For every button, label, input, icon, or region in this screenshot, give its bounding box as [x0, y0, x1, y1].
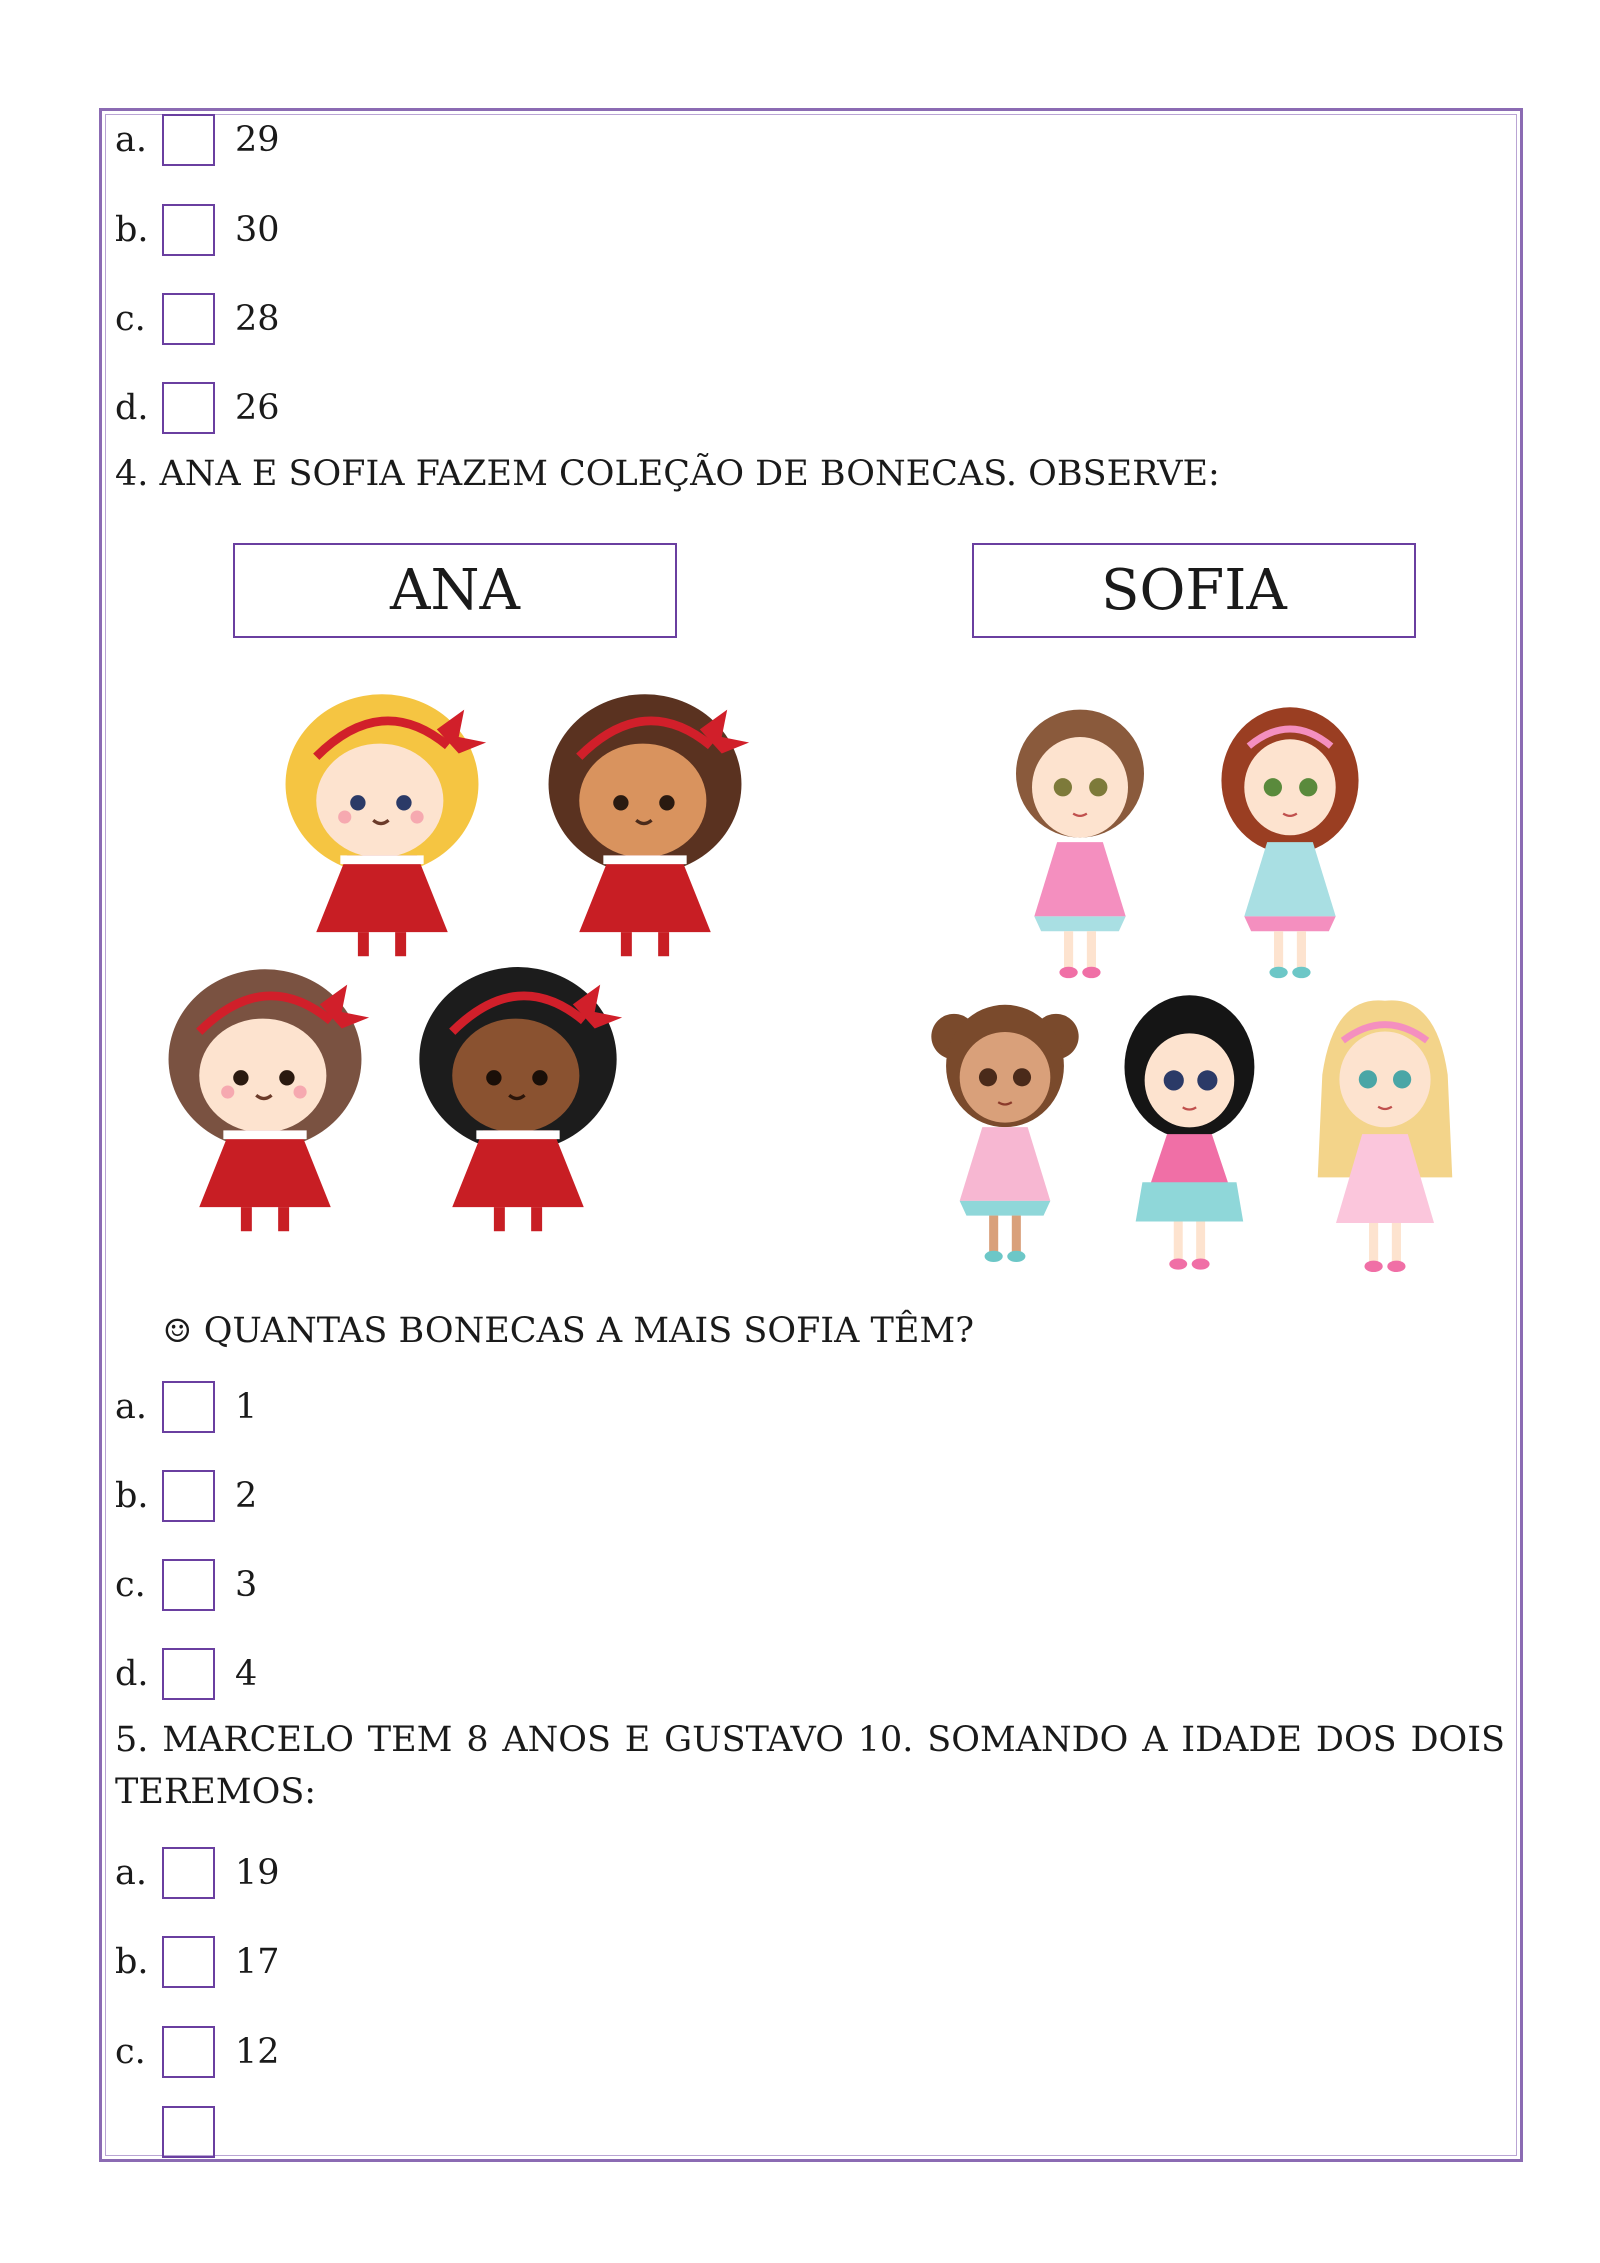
q3-checkbox-a[interactable] [162, 114, 215, 166]
option-letter: c. [115, 1565, 146, 1605]
option-letter: b. [115, 1942, 149, 1982]
subquestion-text: QUANTAS BONECAS A MAIS SOFIA TÊM? [203, 1311, 975, 1351]
q4-checkbox-b[interactable] [162, 1470, 215, 1522]
ana-doll-blonde [272, 680, 492, 965]
sofia-doll-brown-pigtails [1000, 705, 1160, 985]
option-value: 1 [235, 1387, 258, 1427]
option-value: 3 [235, 1565, 258, 1605]
option-letter: a. [115, 1387, 147, 1427]
option-letter: c. [115, 2032, 146, 2072]
option-value: 19 [235, 1853, 280, 1893]
ana-label-box: ANA [233, 543, 677, 638]
option-letter: d. [115, 388, 149, 428]
sofia-label-box: SOFIA [972, 543, 1416, 638]
subquestion-4 [163, 1305, 974, 1357]
option-letter: d. [115, 1654, 149, 1694]
q3-checkbox-d[interactable] [162, 382, 215, 434]
smiley-icon: ☺ [163, 1312, 192, 1350]
option-value: 26 [235, 388, 280, 428]
option-value: 12 [235, 2032, 280, 2072]
option-value: 4 [235, 1654, 258, 1694]
q5-checkbox-d[interactable] [162, 2106, 215, 2158]
option-letter: a. [115, 120, 147, 160]
q3-checkbox-c[interactable] [162, 293, 215, 345]
option-letter: b. [115, 210, 149, 250]
q4-checkbox-d[interactable] [162, 1648, 215, 1700]
question-5: 5. MARCELO TEM 8 ANOS E GUSTAVO 10. SOMANDO A IDADE DOS DOIS TEREMOS: [115, 1720, 1505, 1812]
q5-checkbox-b[interactable] [162, 1936, 215, 1988]
option-value: 2 [235, 1476, 258, 1516]
option-value: 17 [235, 1942, 280, 1982]
option-letter: a. [115, 1853, 147, 1893]
ana-doll-black-hair [408, 955, 628, 1240]
sofia-doll-black-hair [1120, 995, 1260, 1280]
option-value: 29 [235, 120, 280, 160]
ana-doll-light-brown-hair [155, 955, 375, 1240]
q4-checkbox-a[interactable] [162, 1381, 215, 1433]
q3-checkbox-b[interactable] [162, 204, 215, 256]
q5-checkbox-c[interactable] [162, 2026, 215, 2078]
sofia-doll-curly-buns [920, 990, 1090, 1270]
q5-checkbox-a[interactable] [162, 1847, 215, 1899]
sofia-doll-blonde [1310, 995, 1460, 1280]
q4-checkbox-c[interactable] [162, 1559, 215, 1611]
sofia-doll-auburn-hair [1210, 705, 1370, 985]
ana-doll-brown-hair [535, 680, 755, 965]
option-value: 30 [235, 210, 280, 250]
option-letter: b. [115, 1476, 149, 1516]
option-value: 28 [235, 299, 280, 339]
option-letter: c. [115, 299, 146, 339]
question-4: 4. ANA E SOFIA FAZEM COLEÇÃO DE BONECAS. OBSERVE: [115, 454, 1220, 494]
